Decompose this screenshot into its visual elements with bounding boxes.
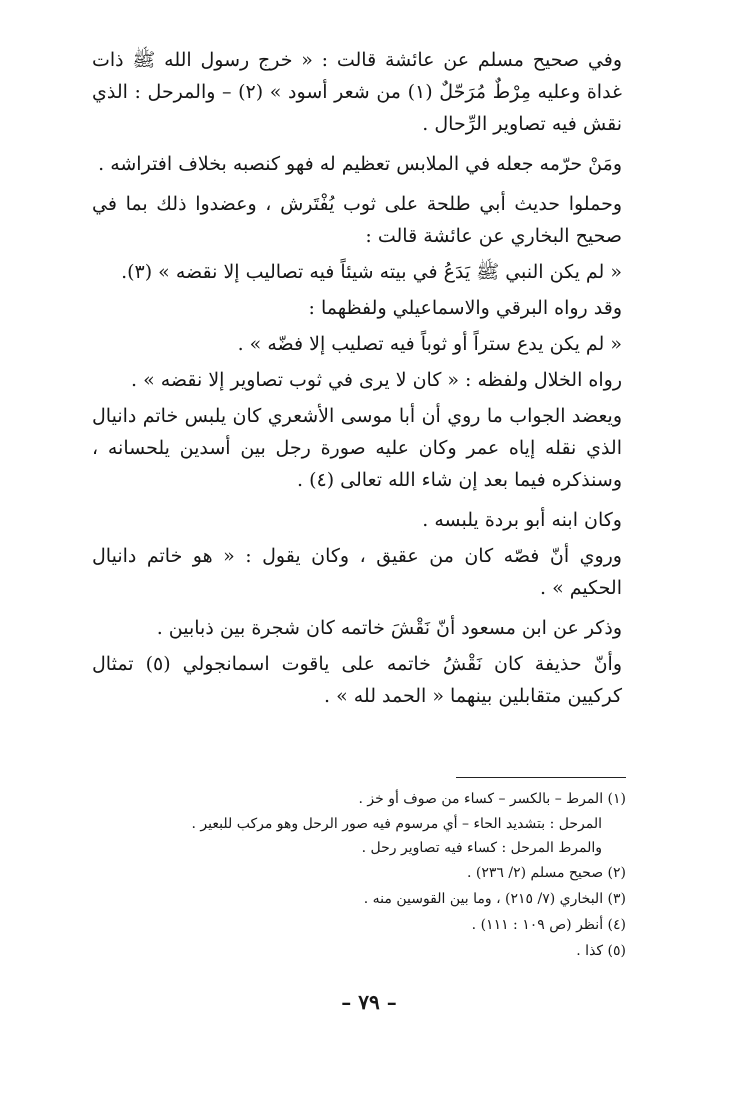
footnote-1: (١) المرط – بالكسر – كساء من صوف أو خز . [358, 791, 626, 807]
footnote-1-continuation: المرحل : بتشديد الحاء – أي مرسوم فيه صور الرحل وهو مركب للبعير . [191, 816, 602, 832]
paragraph-abu-musa: ويعضد الجواب ما روي أن أبا موسى الأشعري كان يلبس خاتم دانيال الذي نقله إياه عمر وكان عليه صورة رجل بين أسدين يلحسانه ، وسنذكره فيما بعد إن شاء الله تعالى (٤) . [92, 405, 622, 491]
paragraph-muslim-hadith: وفي صحيح مسلم عن عائشة قالت : « خرج رسول الله ﷺ ذات غداة وعليه مِرْطٌ مُرَحّلٌ (١) من شعر أسود » (٢) – والمرحل : الذي نقش فيه تصاوير الرِّحال . [92, 49, 622, 135]
paragraph-khallal: رواه الخلال ولفظه : « كان لا يرى في ثوب تصاوير إلا نقضه » . [130, 369, 622, 391]
paragraph-quote-nabi: « لم يكن النبي ﷺ يَدَعُ في بيته شيئاً فيه تصاليب إلا نقضه » (٣). [121, 261, 622, 283]
paragraph-hudhayfa: وأنّ حذيفة كان نَقْشُ خاتمه على ياقوت اسمانجولي (٥) تمثال كركيين متقابلين بينهما « الحمد لله » . [92, 653, 622, 707]
footnotes [150, 786, 626, 964]
footnote-3: (٣) البخاري (٧/ ٢١٥) ، وما بين القوسين منه . [363, 891, 626, 907]
paragraph-prohibition: ومَنْ حرّمه جعله في الملابس تعظيم له فهو كنصبه بخلاف افتراشه . [98, 153, 622, 175]
paragraph-barqi: وقد رواه البرقي والاسماعيلي ولفظهما : [308, 297, 622, 319]
paragraph-ibn-masud: وذكر عن ابن مسعود أنّ نَقْشَ خاتمه كان شجرة بين ذبابين . [156, 617, 622, 639]
footnote-2: (٢) صحيح مسلم (٢/ ٢٣٦) . [466, 865, 626, 881]
footnote-1-continuation: والمرط المرحل : كساء فيه تصاوير رحل . [361, 840, 602, 856]
main-text [92, 44, 622, 720]
paragraph-aqiq: وروي أنّ فصّه كان من عقيق ، وكان يقول : « هو خاتم دانيال الحكيم » . [92, 545, 622, 599]
paragraph-abu-talha: وحملوا حديث أبي طلحة على ثوب يُفْتَرش ، وعضدوا ذلك بما في صحيح البخاري عن عائشة قالت : [92, 193, 622, 247]
footnote-5: (٥) كذا . [576, 943, 626, 959]
page-number: – ٧٩ – [341, 990, 397, 1014]
paragraph-abu-burda: وكان ابنه أبو بردة يلبسه . [422, 509, 622, 531]
footnote-divider [456, 777, 626, 778]
footnote-4: (٤) أنظر (ص ١٠٩ : ١١١) . [471, 917, 626, 933]
paragraph-quote-sitr: « لم يكن يدع ستراً أو ثوباً فيه تصليب إلا فضّه » . [237, 333, 622, 355]
